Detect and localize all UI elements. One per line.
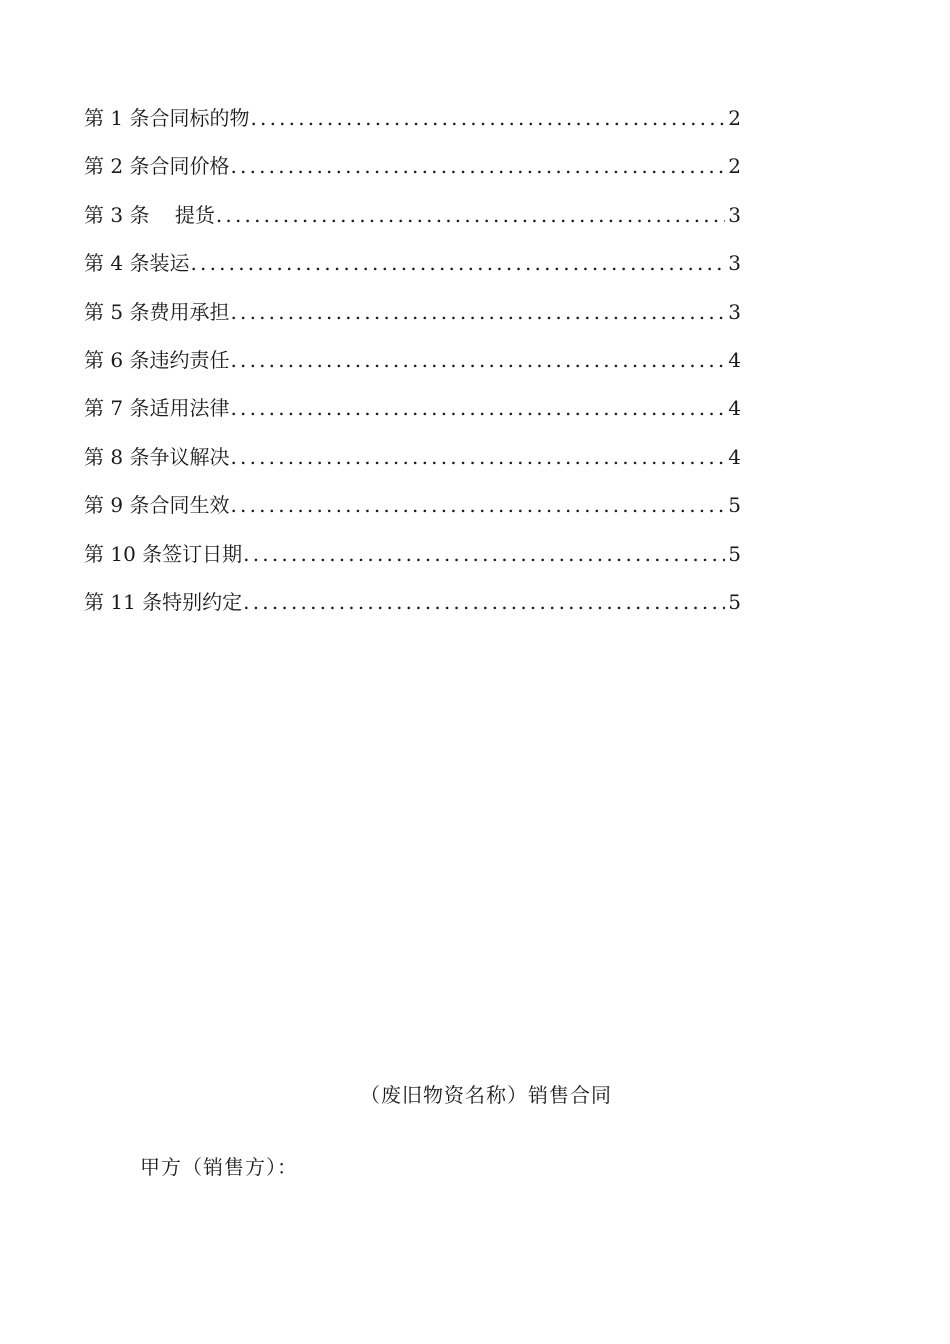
toc-page-number: 2 bbox=[728, 106, 741, 130]
toc-entry[interactable] bbox=[84, 103, 741, 151]
party-a-label: 甲方（销售方）： bbox=[140, 1155, 298, 1179]
toc-page-number: 4 bbox=[728, 396, 741, 421]
toc-entry[interactable] bbox=[84, 490, 741, 538]
toc-entry[interactable] bbox=[84, 248, 741, 296]
toc-entry[interactable] bbox=[84, 587, 741, 635]
toc-dot-leader bbox=[230, 297, 725, 327]
toc-entry-label: 第 2 条合同价格 bbox=[84, 154, 230, 179]
toc-entry[interactable] bbox=[84, 393, 741, 441]
toc-entry[interactable] bbox=[84, 539, 741, 587]
toc-dot-leader bbox=[230, 393, 725, 423]
toc-dot-leader bbox=[230, 345, 725, 375]
toc-entry-label: 第 3 条 提货 bbox=[84, 202, 215, 227]
toc-entry-label: 第 7 条适用法律 bbox=[84, 396, 230, 421]
toc-entry-label: 第 1 条合同标的物 bbox=[84, 106, 250, 130]
contract-title: （废旧物资名称）销售合同 bbox=[360, 1083, 612, 1107]
toc-dot-leader bbox=[216, 200, 725, 230]
table-of-contents bbox=[84, 103, 741, 635]
toc-page-number: 4 bbox=[728, 347, 741, 372]
toc-page-number: 5 bbox=[728, 589, 741, 614]
toc-entry[interactable] bbox=[84, 297, 741, 345]
toc-page-number: 4 bbox=[728, 444, 741, 469]
toc-page-number: 5 bbox=[728, 541, 741, 566]
toc-page-number: 3 bbox=[728, 299, 741, 324]
toc-dot-leader bbox=[243, 539, 725, 569]
toc-dot-leader bbox=[190, 248, 725, 278]
toc-dot-leader bbox=[230, 442, 725, 472]
toc-entry-label: 第 5 条费用承担 bbox=[84, 299, 230, 324]
toc-entry-label: 第 11 条特别约定 bbox=[84, 589, 243, 614]
toc-entry[interactable] bbox=[84, 151, 741, 199]
toc-page-number: 5 bbox=[728, 493, 741, 518]
toc-entry[interactable] bbox=[84, 200, 741, 248]
toc-entry-label: 第 10 条签订日期 bbox=[84, 541, 243, 566]
toc-entry-label: 第 6 条违约责任 bbox=[84, 347, 230, 372]
toc-dot-leader bbox=[230, 490, 725, 520]
toc-dot-leader bbox=[243, 587, 725, 617]
toc-page-number: 3 bbox=[728, 202, 741, 227]
toc-dot-leader bbox=[250, 103, 725, 133]
toc-entry-label: 第 9 条合同生效 bbox=[84, 493, 230, 518]
toc-page-number: 2 bbox=[728, 154, 741, 179]
toc-dot-leader bbox=[230, 151, 725, 181]
toc-page-number: 3 bbox=[728, 251, 741, 276]
toc-entry-label: 第 8 条争议解决 bbox=[84, 444, 230, 469]
toc-entry-label: 第 4 条装运 bbox=[84, 251, 190, 276]
toc-entry[interactable] bbox=[84, 345, 741, 393]
toc-entry[interactable] bbox=[84, 442, 741, 490]
